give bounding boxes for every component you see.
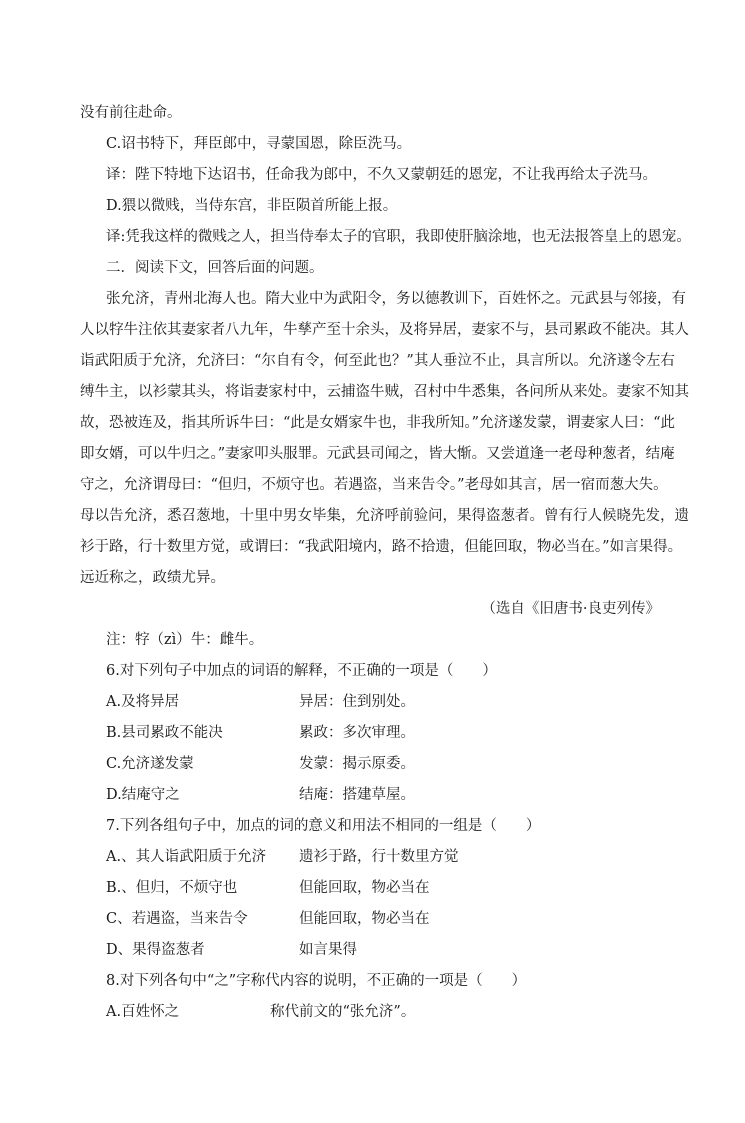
note-line xyxy=(0,628,745,652)
passage-text: 诣武阳质于允济，允济曰：“尔自有令，何至此也？”其人垂泣不止，具言所以。允济遂令左右 xyxy=(80,353,675,369)
passage-line xyxy=(0,442,745,466)
section-heading xyxy=(0,256,745,280)
passage-line xyxy=(0,349,745,373)
source-citation xyxy=(0,597,745,621)
passage-text: 远近称之，政绩尤异。 xyxy=(80,570,225,586)
option-explanation: 结庵：搭建草屋。 xyxy=(299,787,415,803)
text-line xyxy=(0,194,745,218)
text-line xyxy=(0,132,745,156)
passage-text: 守之，允济谓母曰：“但归，不烦守也。若遇盗，当来告令。”老母如其言，居一宿而葱大失。 xyxy=(80,477,668,493)
option-explanation: 称代前文的“张允济”。 xyxy=(270,1004,416,1020)
passage-text: 即女婿，可以牛归之。”妻家叩头服罪。元武县司闻之，皆大惭。又尝道逢一老母种葱者，结庵 xyxy=(80,446,675,462)
q6-option-b xyxy=(0,721,745,745)
passage-text: 故，恐被连及，指其所诉牛曰：“此是女婿家牛也，非我所知。”允济遂发蒙，谓妻家人曰：“此 xyxy=(80,415,675,431)
passage-line xyxy=(0,287,745,311)
passage-text: 张允济，青州北海人也。隋大业中为武阳令，务以德教训下，百姓怀之。元武县与邻接，有 xyxy=(106,291,686,307)
text-line xyxy=(0,225,745,249)
option-label: D、果得盗葱者 xyxy=(106,942,205,958)
text-line-content: C.诏书特下，拜臣郎中，寻蒙国恩，除臣洗马。 xyxy=(106,136,412,152)
question-text: 8.对下列各句中“之”字称代内容的说明，不正确的一项是（ ） xyxy=(106,973,527,989)
passage-line xyxy=(0,504,745,528)
option-label: C.允济遂发蒙 xyxy=(106,756,194,772)
text-line-content: 译：陛下特地下达诏书，任命我为郎中，不久又蒙朝廷的恩宠，不让我再给太子洗马。 xyxy=(106,167,657,183)
option-label: B.、但归，不烦守也 xyxy=(106,880,238,896)
q6-option-c xyxy=(0,752,745,776)
passage-text: 母以告允济，悉召葱地，十里中男女毕集，允济呼前验问，果得盗葱者。曾有行人候晓先发，遗 xyxy=(80,508,689,524)
passage-line xyxy=(0,411,745,435)
option-pair: 遗衫于路，行十数里方觉 xyxy=(299,849,459,865)
passage-text: 衫于路，行十数里方觉，或谓曰：“我武阳境内，路不拾遗，但能回取，物必当在。”如言果得。 xyxy=(80,539,683,555)
text-line-content: 译:凭我这样的微贱之人，担当侍奉太子的官职，我即使肝脑涂地，也无法报答皇上的恩宠。 xyxy=(106,229,691,245)
q7-option-a xyxy=(0,845,745,869)
question-8 xyxy=(0,969,745,993)
q6-option-d xyxy=(0,783,745,807)
passage-line xyxy=(0,473,745,497)
option-pair: 但能回取，物必当在 xyxy=(299,880,430,896)
note-text: 注：牸（zì）牛：雌牛。 xyxy=(106,632,264,648)
q8-option-a xyxy=(0,1000,745,1024)
q6-option-a xyxy=(0,690,745,714)
option-explanation: 累政：多次审理。 xyxy=(299,725,415,741)
text-line xyxy=(0,101,745,125)
question-6 xyxy=(0,659,745,683)
passage-line xyxy=(0,535,745,559)
source-citation-text: （选自《旧唐书·良吏列传》 xyxy=(481,601,660,617)
passage-text: 缚牛主，以衫蒙其头，将诣妻家村中，云捕盗牛贼，召村中牛悉集，各问所从来处。妻家不知其 xyxy=(80,384,689,400)
option-label: C、若遇盗，当来告令 xyxy=(106,911,248,927)
passage-line xyxy=(0,566,745,590)
passage-line xyxy=(0,318,745,342)
text-line-content: 没有前往赴命。 xyxy=(80,105,182,121)
text-line-content: D.猥以微贱，当侍东宫，非臣陨首所能上报。 xyxy=(106,198,398,214)
option-pair: 但能回取，物必当在 xyxy=(299,911,430,927)
option-label: A.、其人诣武阳质于允济 xyxy=(106,849,267,865)
question-text: 7.下列各组句子中，加点的词的意义和用法不相同的一组是（ ） xyxy=(106,818,541,834)
option-label: D.结庵守之 xyxy=(106,787,180,803)
question-7 xyxy=(0,814,745,838)
q7-option-d xyxy=(0,938,745,962)
passage-line xyxy=(0,380,745,404)
option-explanation: 发蒙：揭示原委。 xyxy=(299,756,415,772)
text-line xyxy=(0,163,745,187)
section-heading-text: 二．阅读下文，回答后面的问题。 xyxy=(106,260,324,276)
option-label: A.百姓怀之 xyxy=(106,1004,180,1020)
q7-option-b xyxy=(0,876,745,900)
q7-option-c xyxy=(0,907,745,931)
passage-text: 人以牸牛注依其妻家者八九年，牛孳产至十余头，及将异居，妻家不与，县司累政不能决。其人 xyxy=(80,322,689,338)
question-text: 6.对下列句子中加点的词语的解释，不正确的一项是（ ） xyxy=(106,663,497,679)
option-label: B.县司累政不能决 xyxy=(106,725,223,741)
option-explanation: 异居：住到别处。 xyxy=(299,694,415,710)
option-pair: 如言果得 xyxy=(299,942,357,958)
option-label: A.及将异居 xyxy=(106,694,180,710)
